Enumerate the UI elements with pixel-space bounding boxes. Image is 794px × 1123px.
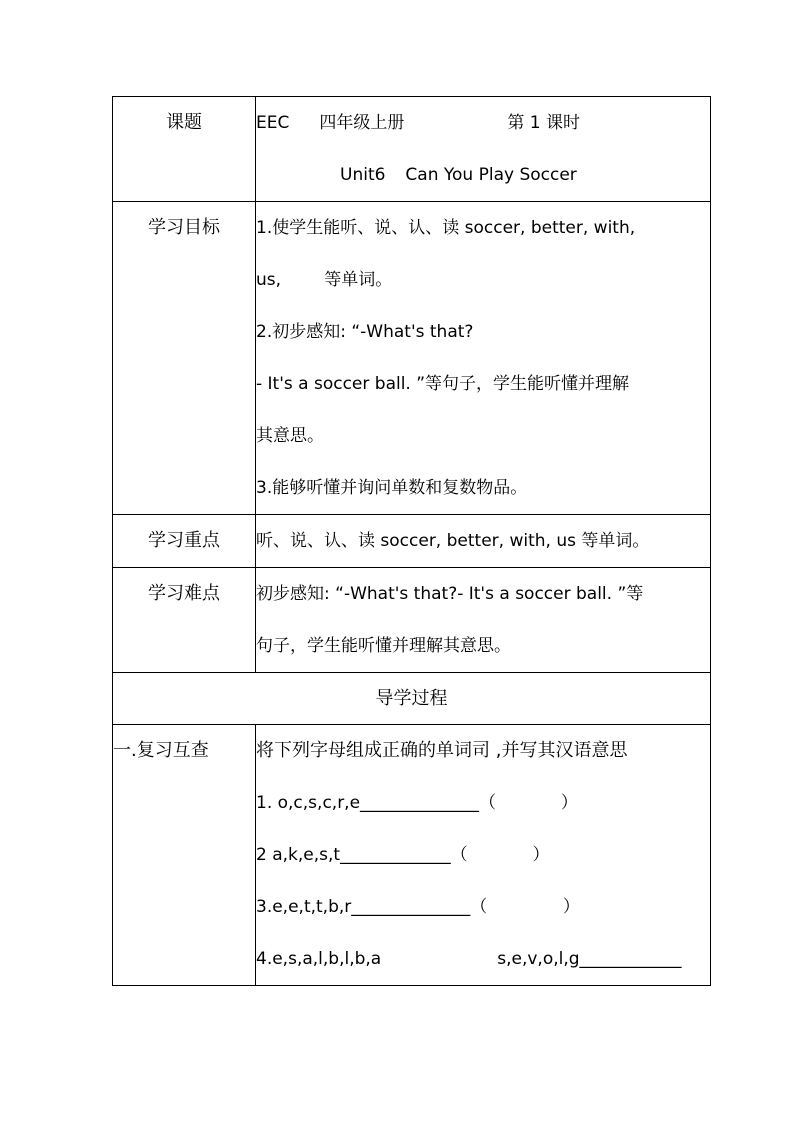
answer-paren: （ ）	[479, 793, 578, 813]
goals-label-cell	[113, 202, 256, 515]
key-points-label-cell	[113, 515, 256, 568]
review-item-text: 1. o,c,s,c,r,e______________	[256, 793, 480, 813]
topic-label-cell	[113, 97, 256, 202]
answer-paren: （ ）	[450, 845, 550, 865]
difficulties-label-cell	[113, 568, 256, 673]
review-item	[256, 829, 710, 881]
key-points-label: 学习重点	[148, 530, 220, 551]
unit-title: Can You Play Soccer	[405, 165, 577, 185]
difficulties-row	[113, 568, 711, 673]
goals-line: 3.能够听懂并询问单数和复数物品。	[256, 478, 528, 498]
topic-line-2	[256, 149, 710, 201]
review-instruction: 将下列字母组成正确的单词司 ,并写其汉语意思	[256, 740, 628, 761]
process-title-cell	[113, 673, 711, 725]
goals-line: 2.初步感知: “-What's that?	[256, 322, 474, 342]
grade-text: 四年级上册	[319, 113, 405, 133]
goals-line: 1.使学生能听、说、认、读 soccer, better, with,	[256, 218, 636, 238]
review-item	[256, 777, 710, 829]
goals-line: 其意思。	[256, 426, 324, 446]
goals-line: - It's a soccer ball. ”等句子，学生能听懂并理解	[256, 374, 630, 394]
review-content-cell	[256, 725, 711, 986]
process-row	[113, 673, 711, 725]
key-points-text: 听、说、认、读 soccer, better, with, us 等单词。	[256, 531, 650, 551]
review-item-text: 2 a,k,e,s,t_____________	[256, 845, 451, 865]
difficulties-content-cell	[256, 568, 711, 673]
review-item	[256, 881, 710, 933]
title-row	[113, 97, 711, 202]
answer-paren: （ ）	[470, 897, 580, 917]
review-item-text: 3.e,e,t,t,b,r______________	[256, 897, 471, 917]
review-item-text: s,e,v,o,l,g____________	[497, 949, 682, 969]
difficulties-line: 初步感知: “-What's that?- It's a soccer ball. ”等	[256, 584, 644, 604]
review-item-text: 4.e,s,a,l,b,l,b,a	[256, 949, 382, 969]
review-item	[256, 933, 710, 985]
goals-label: 学习目标	[148, 217, 220, 238]
goals-content-cell	[256, 202, 711, 515]
difficulties-line: 句子，学生能听懂并理解其意思。	[256, 636, 511, 656]
review-label-cell	[113, 725, 256, 986]
period-text: 第 1 课时	[507, 113, 580, 133]
topic-line-1	[256, 97, 710, 149]
course-code: EEC	[256, 113, 290, 133]
unit-number: Unit6	[340, 165, 386, 185]
review-row	[113, 725, 711, 986]
lesson-plan-table	[112, 96, 711, 986]
difficulties-label: 学习难点	[148, 583, 220, 604]
goals-row	[113, 202, 711, 515]
topic-content-cell	[256, 97, 711, 202]
key-points-content-cell	[256, 515, 711, 568]
review-label: 一.复习互查	[113, 740, 209, 761]
key-points-row	[113, 515, 711, 568]
topic-label: 课题	[166, 112, 202, 133]
process-title: 导学过程	[375, 688, 448, 709]
goals-line: us, 等单词。	[256, 270, 393, 290]
